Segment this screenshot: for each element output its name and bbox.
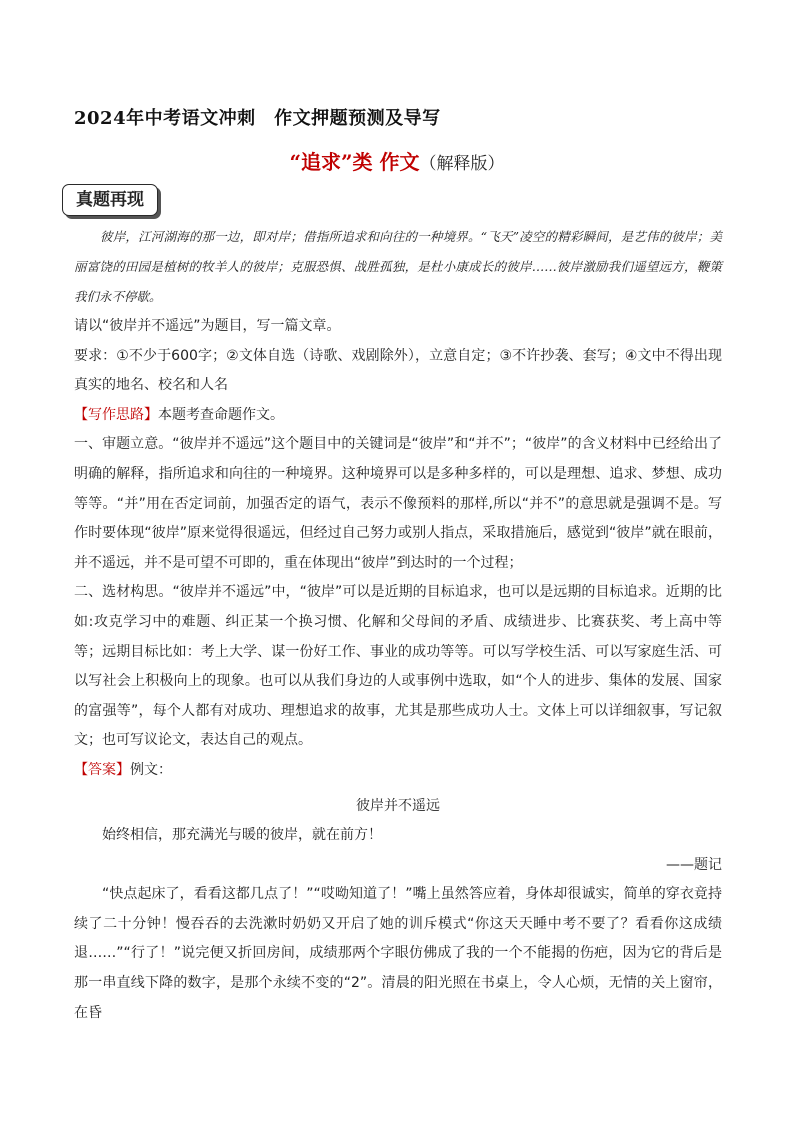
document-subtitle	[0, 146, 794, 175]
document-header-title: 2024年中考语文冲刺 作文押题预测及导写	[74, 108, 441, 129]
document-body	[74, 222, 722, 1028]
subtitle-paren: （解释版）	[419, 154, 505, 174]
material-paragraph: 彼岸，江河湖海的那一边，即对岸；借指所追求和向往的一种境界。“飞天”凌空的精彩瞬间，是艺伟的彼岸；美丽富饶的田园是植树的牧羊人的彼岸；克服恐惧、战胜孤独，是杜小康成长的彼岸……彼岸激励我们遥望远方，鞭策我们永不停歇。	[74, 229, 722, 304]
answer-text: 例文：	[130, 761, 172, 778]
writing-guide-label: 【写作思路】	[74, 406, 158, 423]
prompt-requirements: 要求：①不少于600字；②文体自选（诗歌、戏剧除外），立意自定；③不许抄袭、套写；④文中不得出现真实的地名、校名和人名	[74, 347, 722, 394]
writing-guide-intro-text: 本题考查命题作文。	[158, 406, 284, 423]
writing-guide-point-1: 一、审题立意。“彼岸并不遥远”这个题目中的关键词是“彼岸”和“并不”；“彼岸”的含义材料中已经给出了明确的解释，指所追求和向往的一种境界。这种境界可以是多种多样的，可以是理想、追求、梦想、成功等等。“并”用在否定词前，加强否定的语气，表示不像预料的那样,所以“并不”的意思就是强调不是。写作时要体现“彼岸”原来觉得很遥远，但经过自己努力或别人指点，采取措施后，感觉到“彼岸”就在眼前，并不遥远，并不是可望不可即的，重在体现出“彼岸”到达时的一个过程；	[74, 436, 722, 571]
section-badge: 真题再现	[62, 184, 158, 216]
answer-label: 【答案】	[74, 761, 130, 778]
subtitle-main: “追求”类 作文	[289, 150, 420, 174]
writing-guide-intro	[74, 401, 722, 431]
answer-line	[74, 756, 722, 786]
essay-title: 彼岸并不遥远	[356, 797, 440, 814]
essay-epigraph-tag: ——题记	[666, 856, 722, 873]
essay-paragraph: “快点起床了，看看这都几点了！”“哎呦知道了！”嘴上虽然答应着，身体却很诚实，简单的穿衣竟持续了二十分钟！慢吞吞的去洗漱时奶奶又开启了她的训斥模式“你这天天睡中考不要了？看看你这成绩退……”“行了！”说完便又折回房间，成绩那两个字眼仿佛成了我的一个不能揭的伤疤，因为它的背后是那一串直线下降的数字，是那个永续不变的“2”。清晨的阳光照在书桌上，令人心烦，无情的关上窗帘，在昏	[74, 886, 722, 1021]
essay-epigraph: 始终相信，那充满光与暖的彼岸，就在前方！	[102, 827, 382, 844]
writing-guide-point-2: 二、选材构思。“彼岸并不遥远”中，“彼岸”可以是近期的目标追求，也可以是远期的目标追求。近期的比如:攻克学习中的难题、纠正某一个换习惯、化解和父母间的矛盾、成绩进步、比赛获奖、考上高中等等；远期目标比如：考上大学、谋一份好工作、事业的成功等等。可以写学校生活、可以写家庭生活、可以写社会上积极向上的现象。也可以从我们身边的人或事例中选取，如“个人的进步、集体的发展、国家的富强等”，每个人都有对成功、理想追求的故事，尤其是那些成功人士。文体上可以详细叙事，写记叙文；也可写议论文，表达自己的观点。	[74, 584, 722, 749]
prompt-instruction: 请以“彼岸并不遥远”为题目，写一篇文章。	[74, 318, 341, 334]
